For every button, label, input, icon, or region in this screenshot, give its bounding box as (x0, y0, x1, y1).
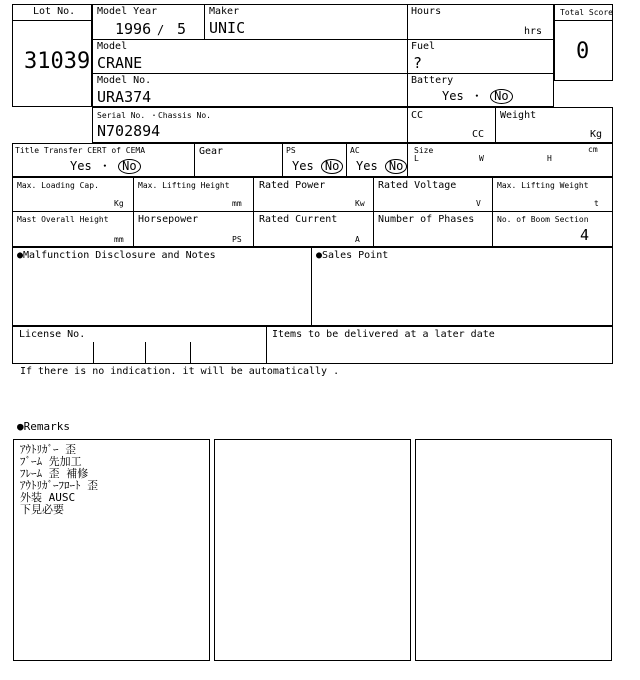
serial-label: Serial No. ・Chassis No. (97, 111, 211, 120)
remarks-line-2: ﾌﾞｰﾑ 先加工 (20, 455, 82, 468)
license-tick-1 (93, 342, 94, 364)
col-line-hours (407, 4, 408, 107)
weight-label: Weight (500, 110, 537, 121)
spec-col-3 (373, 177, 374, 247)
size-l: L (414, 154, 419, 163)
license-tick-3 (190, 342, 191, 364)
ac-options (356, 159, 407, 174)
remarks-line-6: 下見必要 (20, 503, 64, 516)
model-year-label: Model Year (97, 6, 158, 17)
max-lifting-height-unit: mm (232, 199, 242, 208)
spec-col-1 (133, 177, 134, 247)
max-loading-unit: Kg (114, 199, 124, 208)
model-no-label: Model No. (97, 75, 152, 86)
remarks-box-3 (415, 439, 612, 661)
remarks-line-5: 外装 AUSC (20, 491, 76, 504)
ps-yes: Yes (292, 159, 314, 173)
size-h: H (547, 154, 552, 163)
row-line-2 (92, 73, 554, 74)
model-label: Model (97, 41, 128, 52)
size-label: Size (414, 146, 434, 155)
col-line-ps (282, 143, 283, 177)
col-line-maker (204, 4, 205, 39)
total-score-label: Total Score (560, 8, 613, 17)
auto-note: If there is no indication. it will be automatically . (20, 366, 340, 377)
fuel-label: Fuel (411, 41, 436, 52)
maker-label: Maker (209, 6, 240, 17)
phases-label: Number of Phases (378, 214, 475, 225)
model-value: CRANE (97, 54, 143, 72)
max-lifting-height-label: Max. Lifting Height (138, 181, 230, 190)
max-lifting-weight-unit: t (594, 199, 599, 208)
model-year-month: 5 (177, 20, 187, 38)
col-line-ac (346, 143, 347, 177)
ac-no: No (385, 159, 407, 174)
gear-label: Gear (199, 146, 224, 157)
battery-options (442, 89, 513, 104)
size-unit: cm (588, 145, 598, 154)
remarks-title: ●Remarks (17, 420, 70, 433)
total-score-line (554, 20, 613, 21)
hours-label: Hours (411, 6, 442, 17)
total-score-value: 0 (576, 39, 590, 64)
col-line-weight (495, 107, 496, 143)
notes-divider (311, 247, 312, 326)
malfunction-label: ●Malfunction Disclosure and Notes (17, 250, 216, 261)
horsepower-unit: PS (232, 235, 242, 244)
rated-voltage-unit: V (476, 199, 481, 208)
fuel-value: ? (413, 54, 423, 72)
size-w: W (479, 154, 484, 163)
later-items-label: Items to be delivered at a later date (272, 329, 495, 340)
remarks-line-3: ﾌﾚｰﾑ 歪 補修 (20, 467, 89, 480)
max-lifting-weight-label: Max. Lifting Weight (497, 181, 589, 190)
serial-value: N702894 (97, 122, 161, 140)
spec-row-line (12, 211, 613, 212)
col-line-gear (194, 143, 195, 177)
remarks-line-4: ｱｳﾄﾘｶﾞｰﾌﾛｰﾄ 歪 (20, 479, 99, 492)
license-tick-2 (145, 342, 146, 364)
lot-number: 31039 (24, 49, 91, 74)
hours-unit: hrs (524, 26, 543, 37)
col-line-cc (407, 107, 408, 143)
mast-height-label: Mast Overall Height (17, 215, 109, 224)
model-year-sep: / (157, 23, 165, 37)
rated-power-label: Rated Power (259, 180, 326, 191)
rated-current-label: Rated Current (259, 214, 338, 225)
remarks-box-2 (214, 439, 411, 661)
battery-label: Battery (411, 75, 454, 86)
ac-yes: Yes (356, 159, 378, 173)
rated-power-unit: Kw (355, 199, 365, 208)
ps-label: PS (286, 146, 296, 155)
battery-yes: Yes (442, 89, 464, 103)
ac-label: AC (350, 146, 360, 155)
spec-col-4 (492, 177, 493, 247)
title-transfer-no: No (118, 159, 140, 174)
remarks-line-1: ｱｳﾄﾘｶﾞｰ 歪 (20, 443, 77, 456)
row-line-1 (92, 39, 554, 40)
boom-sections-value: 4 (580, 226, 590, 244)
license-label: License No. (19, 329, 86, 340)
model-no-value: URA374 (97, 88, 152, 106)
sales-point-label: ●Sales Point (316, 250, 389, 261)
lot-header-line (12, 20, 92, 21)
title-transfer-yes: Yes (70, 159, 92, 173)
lot-label: Lot No. (33, 6, 76, 17)
weight-unit: Kg (590, 129, 603, 140)
maker-value: UNIC (209, 19, 246, 37)
horsepower-label: Horsepower (138, 214, 199, 225)
license-divider (266, 326, 267, 364)
rated-voltage-label: Rated Voltage (378, 180, 457, 191)
ps-options (292, 159, 343, 174)
battery-dot: ・ (470, 89, 483, 103)
spec-col-2 (253, 177, 254, 247)
model-year-year: 1996 (115, 20, 152, 38)
title-transfer-options (70, 159, 141, 174)
rated-current-unit: A (355, 235, 360, 244)
cc-unit: CC (472, 129, 485, 140)
battery-no: No (490, 89, 512, 104)
cc-label: CC (411, 110, 424, 121)
boom-sections-label: No. of Boom Section (497, 215, 589, 224)
mast-height-unit: mm (114, 235, 124, 244)
title-transfer-label: Title Transfer CERT of CEMA (15, 146, 146, 155)
max-loading-label: Max. Loading Cap. (17, 181, 99, 190)
ps-no: No (321, 159, 343, 174)
title-transfer-dot: ・ (98, 159, 111, 173)
